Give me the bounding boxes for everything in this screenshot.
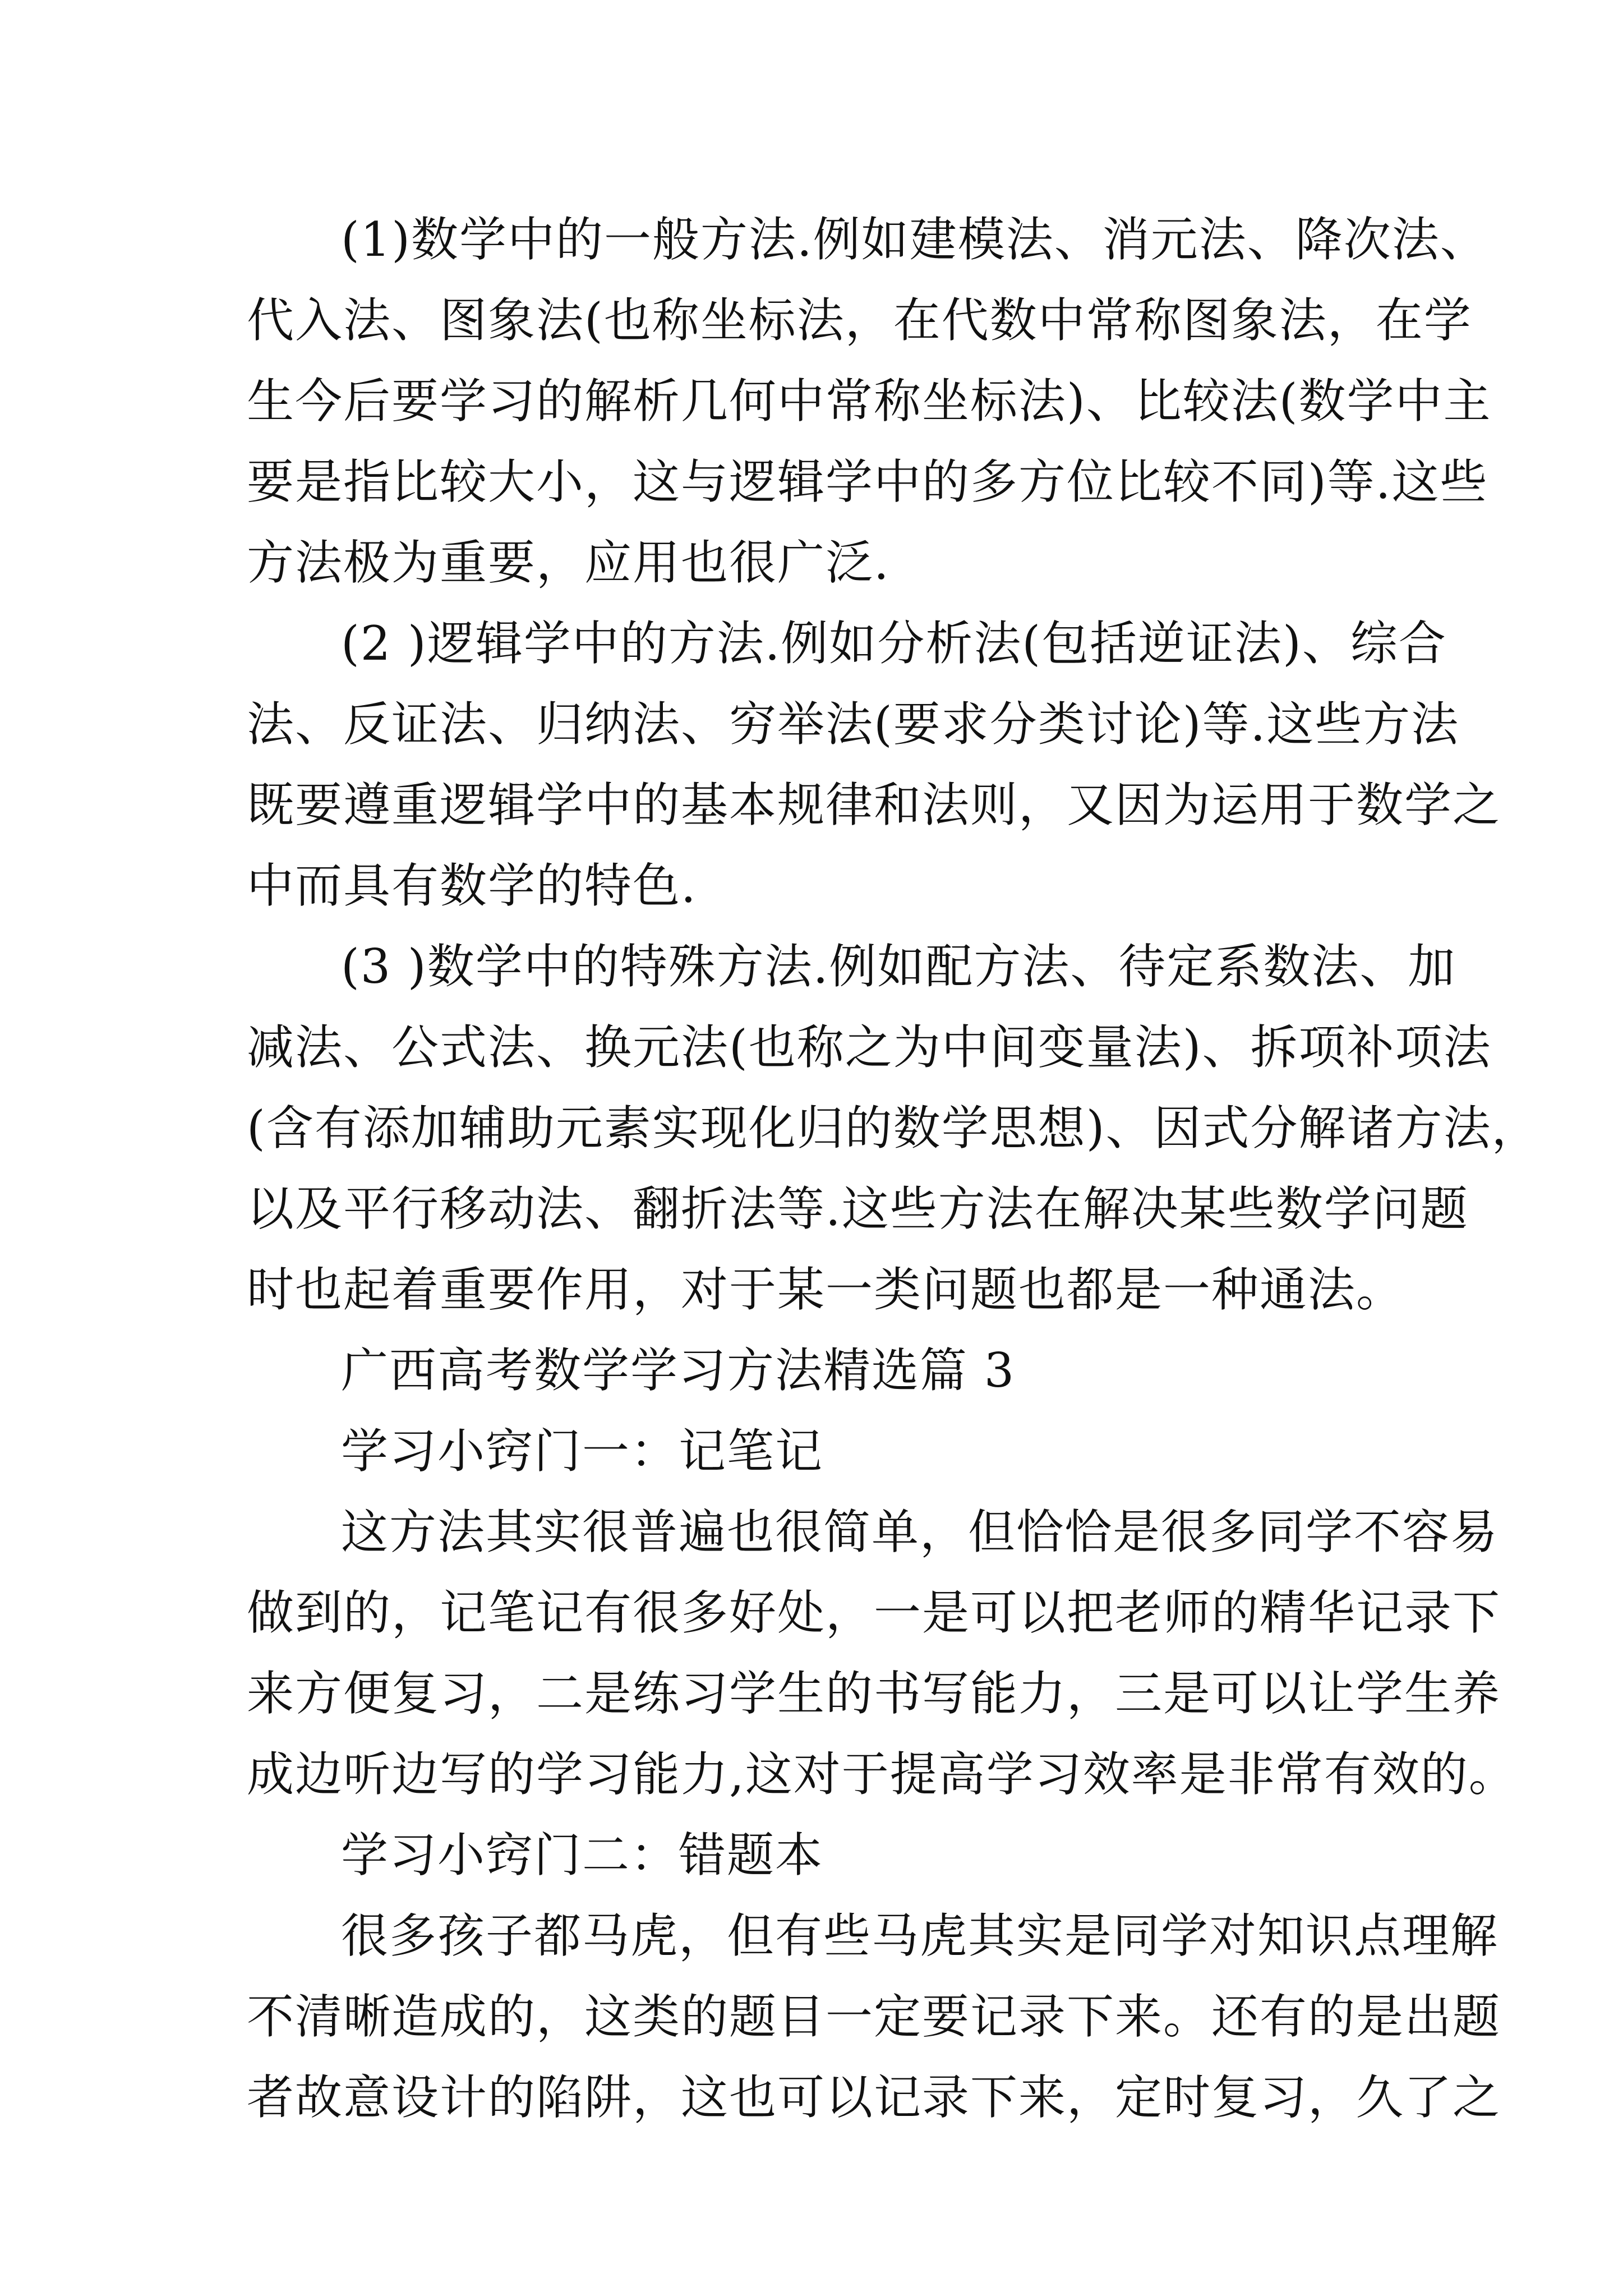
- text-line: 要是指比较大小，这与逻辑学中的多方位比较不同)等.这些: [247, 454, 1488, 509]
- section-heading: 广西高考数学学习方法精选篇 3: [341, 1343, 1016, 1398]
- text-line: 成边听边写的学习能力,这对于提高学习效率是非常有效的。: [247, 1747, 1517, 1802]
- text-line: 代入法、图象法(也称坐标法，在代数中常称图象法，在学: [247, 293, 1472, 348]
- text-line: 者故意设计的陷阱，这也可以记录下来，定时复习，久了之: [247, 2070, 1501, 2125]
- text-line: 这方法其实很普遍也很简单，但恰恰是很多同学不容易: [341, 1504, 1499, 1559]
- text-line: (2 )逻辑学中的方法.例如分析法(包括逆证法)、综合: [341, 616, 1447, 671]
- text-line: 中而具有数学的特色.: [247, 858, 697, 913]
- text-line: 以及平行移动法、翻折法等.这些方法在解决某些数学问题: [247, 1181, 1469, 1236]
- text-line: 减法、公式法、换元法(也称之为中间变量法)、拆项补项法: [247, 1020, 1492, 1075]
- text-line: 很多孩子都马虎，但有些马虎其实是同学对知识点理解: [341, 1908, 1499, 1963]
- text-line: 时也起着重要作用，对于某一类问题也都是一种通法。: [247, 1262, 1405, 1317]
- text-line: (3 )数学中的特殊方法.例如配方法、待定系数法、加: [341, 939, 1456, 994]
- text-line: 做到的，记笔记有很多好处，一是可以把老师的精华记录下: [247, 1585, 1501, 1640]
- subsection-heading: 学习小窍门一：记笔记: [341, 1424, 824, 1479]
- text-line: 方法极为重要，应用也很广泛.: [247, 535, 890, 590]
- text-line: 法、反证法、归纳法、穷举法(要求分类讨论)等.这些方法: [247, 697, 1460, 752]
- subsection-heading: 学习小窍门二：错题本: [341, 1828, 824, 1883]
- text-line: (1)数学中的一般方法.例如建模法、消元法、降次法、: [341, 212, 1488, 267]
- text-line: 既要遵重逻辑学中的基本规律和法则，又因为运用于数学之: [247, 777, 1501, 832]
- text-line: 生今后要学习的解析几何中常称坐标法)、比较法(数学中主: [247, 374, 1492, 429]
- document-body: [247, 199, 1540, 2138]
- text-line: 来方便复习，二是练习学生的书写能力，三是可以让学生养: [247, 1666, 1501, 1721]
- text-line: 不清晰造成的，这类的题目一定要记录下来。还有的是出题: [247, 1989, 1501, 2044]
- text-line: (含有添加辅助元素实现化归的数学思想)、因式分解诸方法，: [247, 1101, 1540, 1156]
